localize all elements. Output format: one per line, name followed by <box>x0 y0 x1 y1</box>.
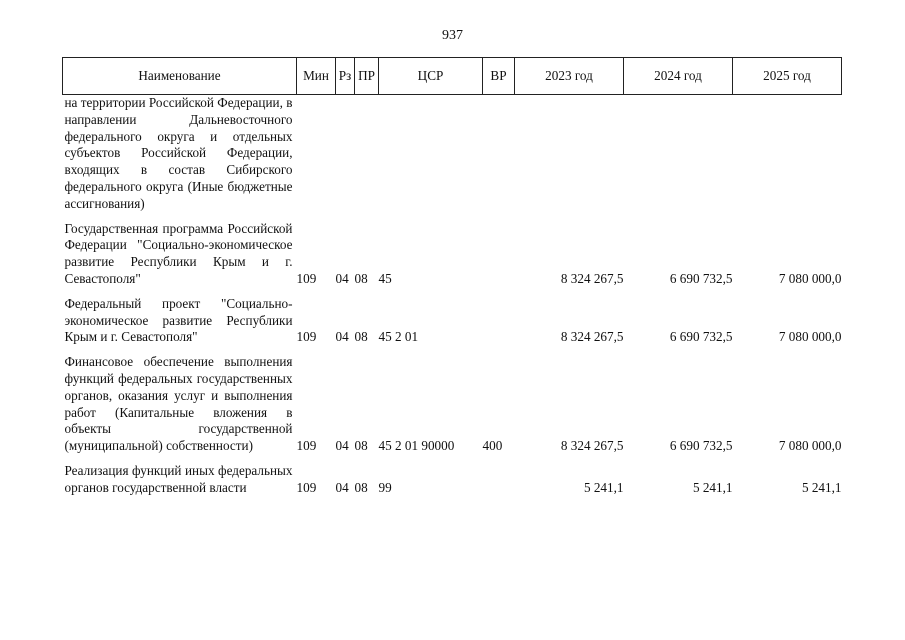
row-vr <box>483 95 515 213</box>
row-2024: 6 690 732,5 <box>669 270 733 286</box>
header-2023: 2023 год <box>515 58 624 95</box>
header-name: Наименование <box>63 58 297 95</box>
row-2024: 6 690 732,5 <box>669 438 733 454</box>
row-2025: 5 241,1 <box>801 479 842 495</box>
header-2025: 2025 год <box>733 58 842 95</box>
row-name: Государственная программа Российской Федерации "Социально-экономическое развитие Республики Крым и г. Севастополя" <box>64 220 293 286</box>
row-2024: 6 690 732,5 <box>669 329 733 345</box>
row-csr: 45 2 01 <box>378 329 419 345</box>
header-csr: ЦСР <box>379 58 483 95</box>
row-vr <box>483 463 515 497</box>
row-csr: 45 <box>378 270 392 286</box>
row-pr: 08 <box>354 329 368 345</box>
row-csr: 99 <box>378 479 392 495</box>
header-pr: ПР <box>355 58 379 95</box>
row-pr: 08 <box>354 438 368 454</box>
row-vr <box>483 296 515 346</box>
table-row <box>63 296 842 346</box>
row-pr <box>355 95 379 213</box>
row-2023: 8 324 267,5 <box>560 438 624 454</box>
row-2025: 7 080 000,0 <box>778 329 842 345</box>
row-rz <box>336 95 355 213</box>
row-name: Реализация функций иных федеральных органов государственной власти <box>64 462 293 495</box>
row-2023: 8 324 267,5 <box>560 329 624 345</box>
row-rz: 04 <box>335 329 349 345</box>
row-pr: 08 <box>354 270 368 286</box>
row-csr: 45 2 01 90000 <box>378 438 455 454</box>
row-rz: 04 <box>335 479 349 495</box>
row-name: на территории Российской Федерации, в направлении Дальневосточного федерального округа и отдельных субъектов Российской Федерации, входящих в состав Сибирского федерального округа (Иные бюджетные ассигнования) <box>64 95 293 211</box>
row-pr: 08 <box>354 479 368 495</box>
row-vr: 400 <box>482 438 503 454</box>
header-2024: 2024 год <box>624 58 733 95</box>
table-row <box>63 463 842 497</box>
row-rz: 04 <box>335 438 349 454</box>
budget-table <box>62 57 842 497</box>
row-min <box>297 95 336 213</box>
header-min: Мин <box>297 58 336 95</box>
row-2025 <box>733 95 842 213</box>
header-rz: Рз <box>336 58 355 95</box>
row-spacer <box>63 288 842 296</box>
table-row <box>63 354 842 455</box>
row-csr <box>379 95 483 213</box>
row-2025: 7 080 000,0 <box>778 270 842 286</box>
row-vr <box>483 221 515 288</box>
page-number: 937 <box>442 28 463 43</box>
row-2024 <box>624 95 733 213</box>
row-name: Федеральный проект "Социально-экономическое развитие Республики Крым и г. Севастополя" <box>64 295 293 345</box>
row-2023: 5 241,1 <box>583 479 624 495</box>
row-spacer <box>63 213 842 221</box>
row-2025: 7 080 000,0 <box>778 438 842 454</box>
table-header-row <box>63 58 842 95</box>
row-min: 109 <box>296 479 317 495</box>
row-spacer <box>63 346 842 354</box>
row-min: 109 <box>296 329 317 345</box>
table-row <box>63 221 842 288</box>
table-row <box>63 95 842 213</box>
row-name: Финансовое обеспечение выполнения функций федеральных государственных органов, оказания услуг и выполнения работ (Капитальные вложения в объекты государственной (муниципальной) собственности) <box>64 354 293 454</box>
row-spacer <box>63 455 842 463</box>
header-vr: ВР <box>483 58 515 95</box>
row-min: 109 <box>296 438 317 454</box>
row-min: 109 <box>296 270 317 286</box>
row-2024: 5 241,1 <box>692 479 733 495</box>
row-2023 <box>515 95 624 213</box>
row-rz: 04 <box>335 270 349 286</box>
row-2023: 8 324 267,5 <box>560 270 624 286</box>
